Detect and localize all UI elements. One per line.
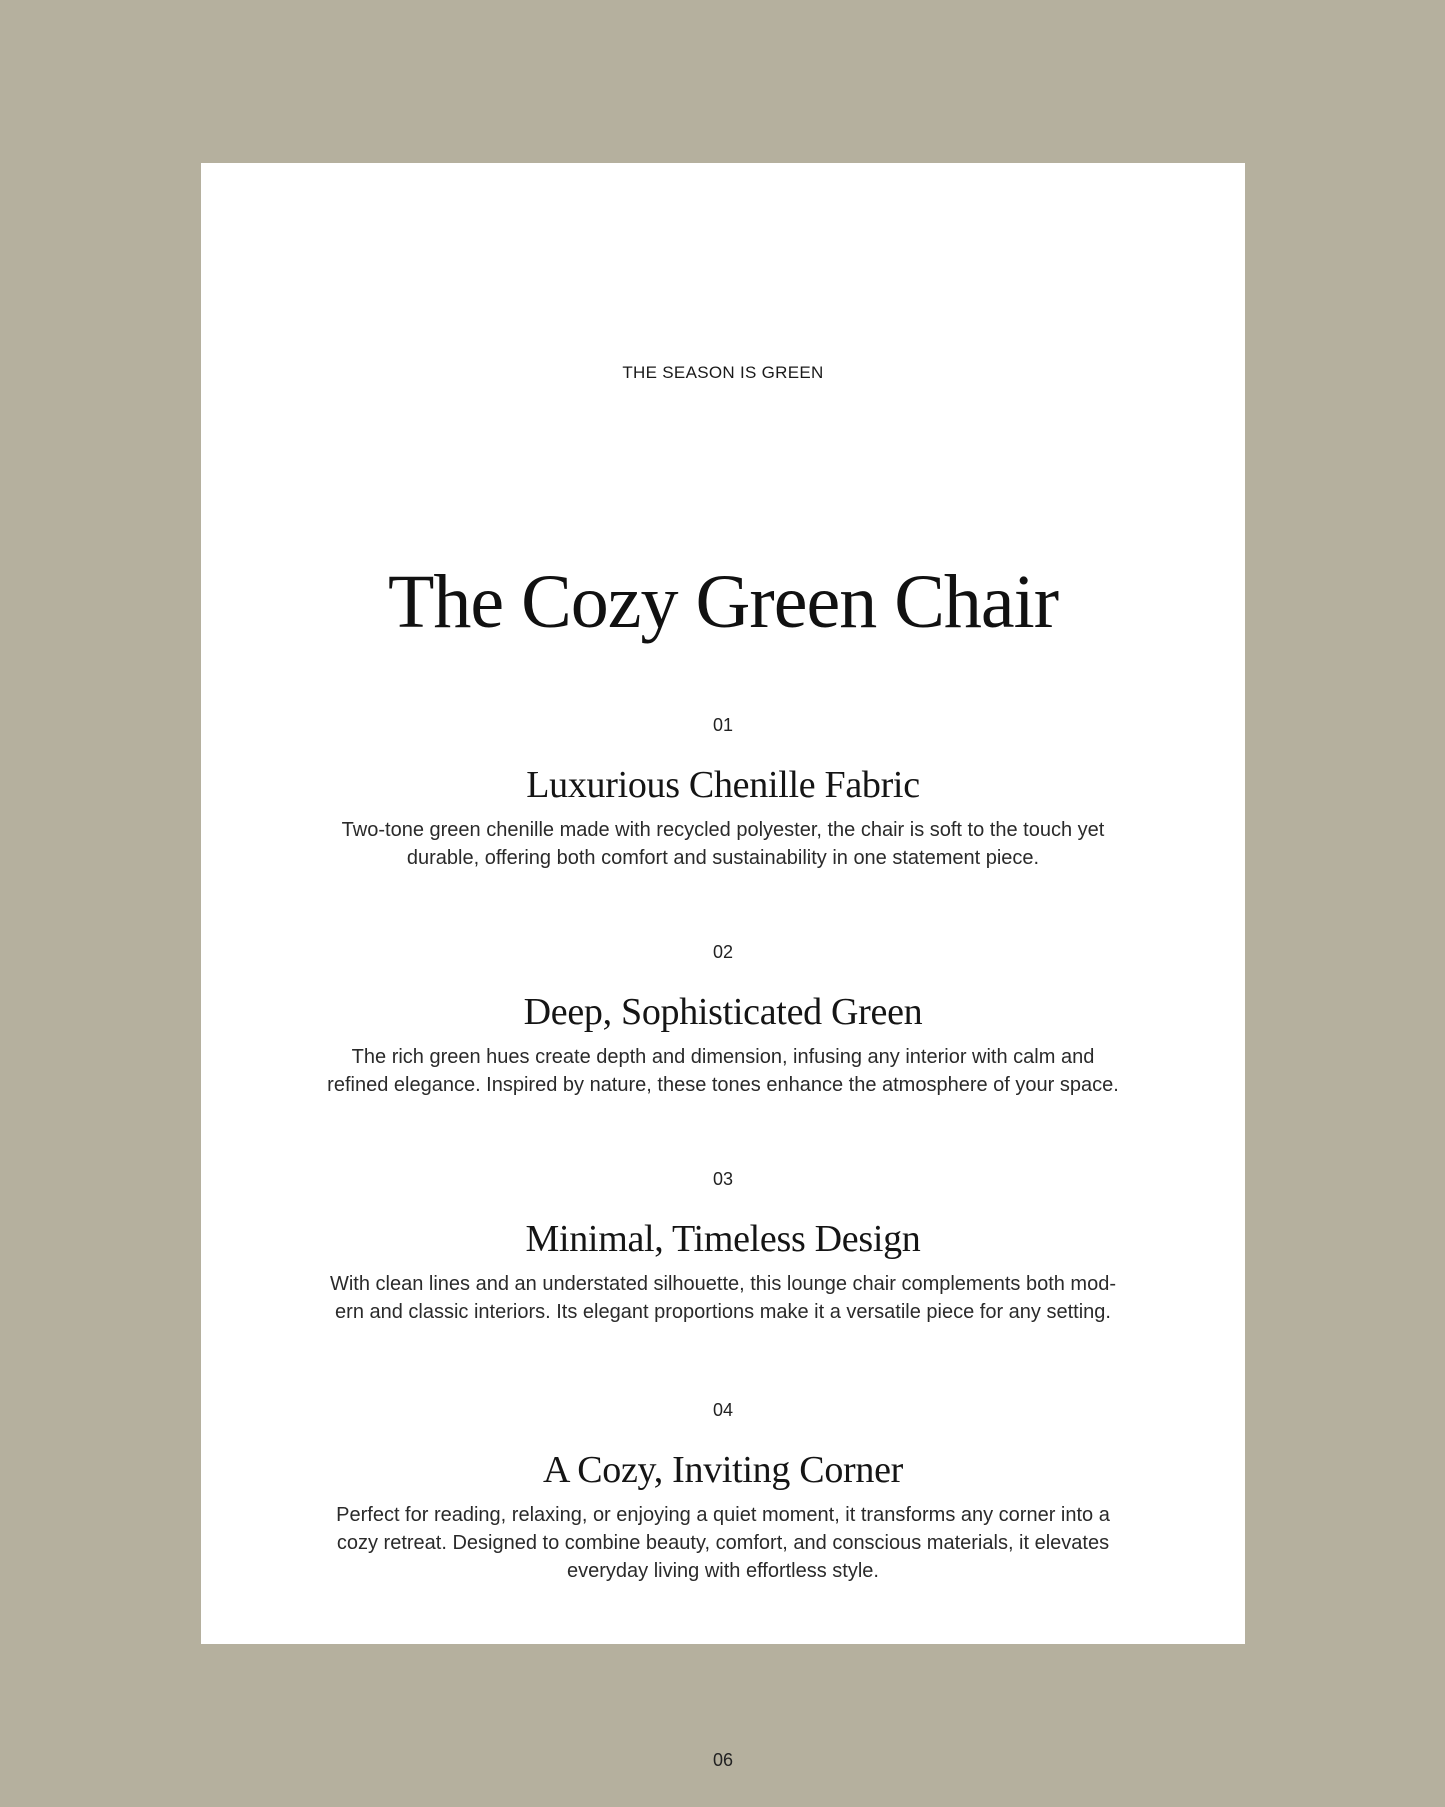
description-line: durable, offering both comfort and sustainability in one statement piece. xyxy=(406,847,1040,869)
page-title: The Cozy Green Chair xyxy=(387,560,1059,644)
feature-heading: A Cozy, Inviting Corner xyxy=(542,1449,904,1491)
description-line: everyday living with effortless style. xyxy=(567,1560,879,1582)
feature-section-1 xyxy=(201,713,1245,872)
feature-section-2 xyxy=(201,940,1245,1099)
description-line: Two-tone green chenille made with recycled polyester, the chair is soft to the touch yet xyxy=(341,819,1105,841)
running-header: THE SEASON IS GREEN xyxy=(622,363,824,382)
document-page xyxy=(201,163,1245,1770)
description-line: cozy retreat. Designed to combine beauty, comfort, and conscious materials, it elevates xyxy=(336,1532,1110,1554)
description-line: With clean lines and an understated silhouette, this lounge chair complements both mod- xyxy=(329,1273,1116,1295)
description-line: Perfect for reading, relaxing, or enjoying a quiet moment, it transforms any corner into a xyxy=(336,1504,1110,1526)
feature-number: 01 xyxy=(712,715,734,735)
feature-description xyxy=(201,1501,1245,1585)
feature-description xyxy=(201,1043,1245,1099)
feature-heading: Deep, Sophisticated Green xyxy=(523,991,923,1033)
description-line: ern and classic interiors. Its elegant proportions make it a versatile piece for any setting. xyxy=(335,1301,1111,1323)
feature-section-4 xyxy=(201,1398,1245,1585)
description-line: refined elegance. Inspired by nature, these tones enhance the atmosphere of your space. xyxy=(327,1074,1119,1096)
feature-number: 04 xyxy=(712,1400,734,1420)
description-line: The rich green hues create depth and dimension, infusing any interior with calm and xyxy=(351,1046,1095,1068)
feature-description xyxy=(201,1270,1245,1326)
feature-section-3 xyxy=(201,1167,1245,1326)
feature-description xyxy=(201,816,1245,872)
feature-heading: Minimal, Timeless Design xyxy=(525,1218,921,1260)
page-number: 06 xyxy=(712,1750,734,1770)
feature-heading: Luxurious Chenille Fabric xyxy=(526,764,920,806)
feature-number: 03 xyxy=(712,1169,734,1189)
feature-number: 02 xyxy=(712,942,734,962)
